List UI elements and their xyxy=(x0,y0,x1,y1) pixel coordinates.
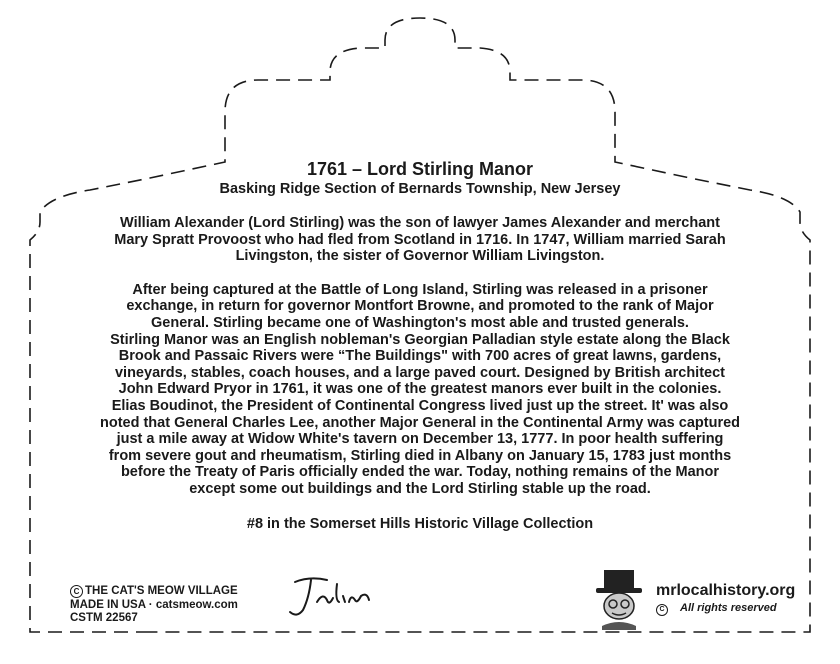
paragraph-line: vineyards, stables, coach houses, and a large paved court. Designed by British architect xyxy=(114,364,725,381)
paragraph-line: William Alexander (Lord Stirling) was the son of lawyer James Alexander and merchant xyxy=(120,215,720,231)
rights-text: All rights reserved xyxy=(680,602,777,614)
paragraph-line: Elias Boudinot, the President of Continental Congress lived just up the street. It' was also xyxy=(111,397,729,414)
collection-note: #8 in the Somerset Hills Historic Village Collection xyxy=(246,515,594,532)
rights-line xyxy=(656,601,795,616)
page-title: 1761 – Lord Stirling Manor xyxy=(306,159,534,179)
paragraph-line: noted that General Charles Lee, another Major General in the Continental Army was captured xyxy=(99,414,741,431)
paragraph-2 xyxy=(40,282,800,498)
signature-icon xyxy=(285,572,375,622)
copyright-icon: C xyxy=(656,604,668,616)
paragraph-line: After being captured at the Battle of Long Island, Stirling was released in a prisoner xyxy=(132,281,708,298)
maker-line-1 xyxy=(70,585,238,599)
paragraph-1 xyxy=(40,215,800,265)
paragraph-line: except some out buildings and the Lord Stirling stable up the road. xyxy=(189,480,651,497)
publisher-info xyxy=(656,582,795,616)
paragraph-line: Mary Spratt Provoost who had fled from Scotland in 1716. In 1747, William married Sarah xyxy=(114,231,726,248)
paragraph-line: before the Treaty of Paris officially ended the war. Today, nothing remains of the Manor xyxy=(120,464,720,481)
maker-name: THE CAT'S MEOW VILLAGE xyxy=(85,585,238,597)
paragraph-line: Livingston, the sister of Governor William Livingston. xyxy=(235,248,605,265)
paragraph-line: from severe gout and rheumatism, Stirling died in Albany on January 15, 1783 just months xyxy=(108,447,732,464)
paragraph-line: John Edward Pryor in 1761, it was one of the greatest manors ever built in the colonies. xyxy=(118,381,722,398)
website-link[interactable]: mrlocalhistory.org xyxy=(656,582,796,599)
page-subtitle: Basking Ridge Section of Bernards Township, New Jersey xyxy=(219,181,621,197)
paragraph-line: Stirling Manor was an English nobleman's Georgian Palladian style estate along the Black xyxy=(110,331,730,348)
maker-line-2: MADE IN USA · catsmeow.com xyxy=(70,598,238,611)
copyright-icon: C xyxy=(70,585,83,598)
paragraph-line: exchange, in return for governor Montfort Browne, and promoted to the rank of Major xyxy=(126,298,714,315)
maker-line-3: CSTM 22567 xyxy=(70,612,138,624)
maker-info xyxy=(70,585,238,626)
paragraph-line: General. Stirling became one of Washington's most able and trusted generals. xyxy=(151,314,689,331)
top-hat-mascot-icon xyxy=(590,568,648,630)
text-block xyxy=(40,158,800,547)
paragraph-line: Brook and Passaic Rivers were “The Buildings" with 700 acres of great lawns, gardens, xyxy=(118,348,722,365)
paragraph-line: just a mile away at Widow White's tavern on December 13, 1777. In poor health suffering xyxy=(116,431,724,448)
